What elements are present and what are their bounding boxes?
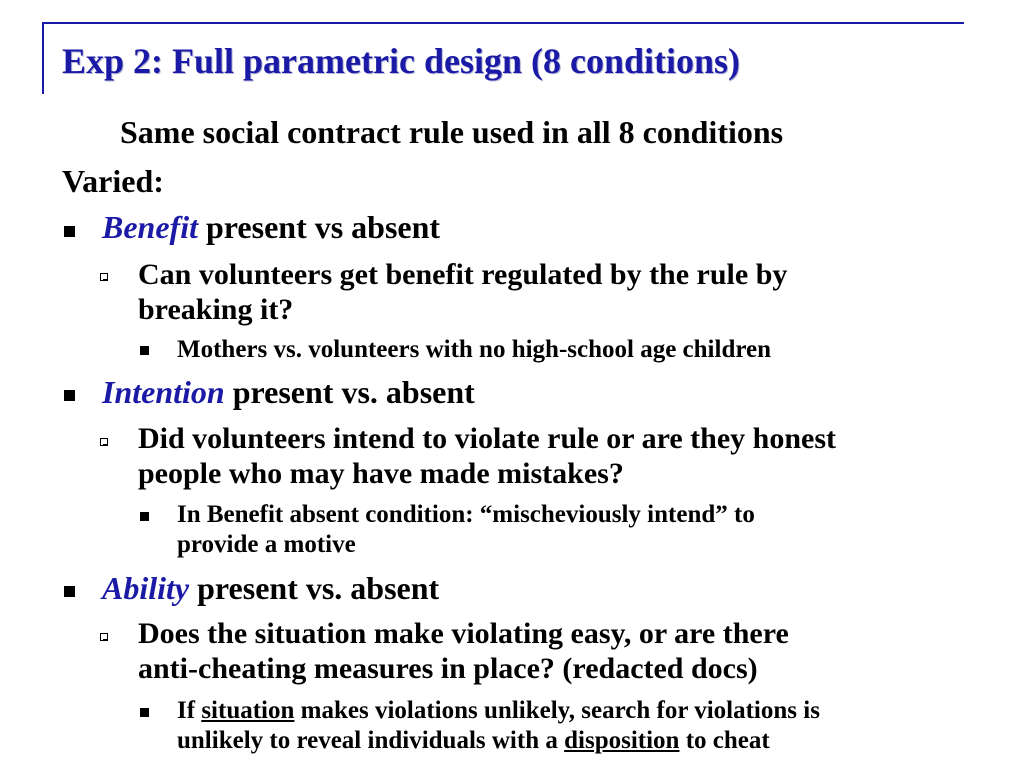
hollow-square-bullet-icon [100, 438, 108, 446]
varied-label: Varied: [62, 163, 164, 199]
ability-question-line-2: anti-cheating measures in place? (redacted docs) [138, 652, 758, 685]
bullet-ability [102, 570, 439, 607]
square-bullet-icon [64, 226, 75, 237]
ability-detail-line-1 [177, 697, 820, 725]
underlined-situation: situation [201, 697, 295, 724]
subtitle: Same social contract rule used in all 8 conditions [120, 114, 784, 150]
term-intention: Intention [102, 374, 225, 410]
bullet-ability-text: present vs. absent [189, 570, 440, 606]
intention-detail-line-1: In Benefit absent condition: “mischeviously intend” to [177, 501, 755, 528]
intention-question-line-1: Did volunteers intend to violate rule or are they honest [138, 422, 837, 455]
benefit-question-line-1: Can volunteers get benefit regulated by the rule by [138, 258, 788, 291]
bullet-intention-text: present vs. absent [224, 374, 475, 410]
intention-question-line-2: people who may have made mistakes? [138, 457, 624, 490]
term-benefit: Benefit [102, 209, 198, 245]
title-rule-top [42, 22, 964, 24]
ability-detail-2-pre: unlikely to reveal individuals with a [177, 727, 565, 754]
benefit-question-line-2: breaking it? [138, 293, 294, 326]
small-square-bullet-icon [140, 708, 149, 717]
ability-question-line-1: Does the situation make violating easy, or are there [138, 617, 789, 650]
square-bullet-icon [64, 390, 75, 401]
ability-detail-1-pre: If [177, 697, 202, 724]
term-ability: Ability [102, 570, 190, 606]
ability-detail-2-post: to cheat [679, 727, 770, 754]
bullet-intention [102, 374, 475, 411]
hollow-square-bullet-icon [100, 273, 108, 281]
title-rule-left [42, 22, 44, 94]
hollow-square-bullet-icon [100, 633, 108, 641]
slide-title: Exp 2: Full parametric design (8 conditions) [62, 41, 741, 81]
intention-detail-line-2: provide a motive [177, 531, 356, 558]
bullet-benefit-text: present vs absent [197, 209, 441, 245]
benefit-detail: Mothers vs. volunteers with no high-school age children [177, 336, 771, 363]
square-bullet-icon [64, 586, 75, 597]
bullet-benefit [102, 209, 440, 246]
ability-detail-line-2 [177, 727, 770, 755]
underlined-disposition: disposition [564, 727, 680, 754]
ability-detail-1-post: makes violations unlikely, search for violations is [294, 697, 820, 724]
small-square-bullet-icon [140, 512, 149, 521]
small-square-bullet-icon [140, 346, 149, 355]
